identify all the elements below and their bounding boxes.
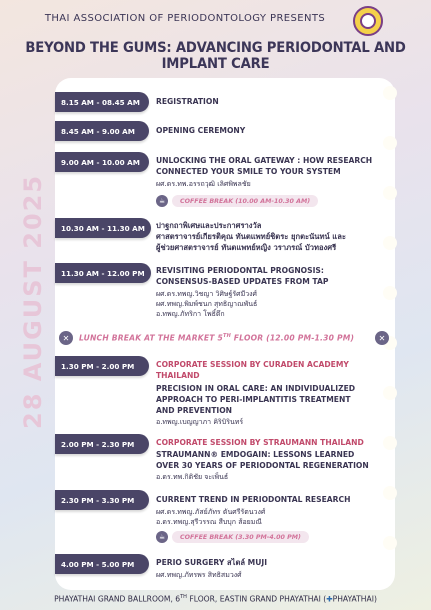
venue-footer: PHAYATHAI GRAND BALLROOM, 6TH FLOOR, EASTIN GRAND PHAYATHAI (✚PHAYATHAI): [54, 594, 377, 604]
event-title-line2: ศาสตราจารย์เกียรติคุณ ทันตแพทย์ชิตระ ยุกตะนันทน์ และ: [156, 232, 346, 241]
event-title-line1: ปาฐกถาพิเศษและประกาศรางวัล: [156, 221, 262, 230]
event-title-line3: AND PREVENTION: [156, 406, 233, 415]
coffee-break: [156, 530, 356, 544]
association-logo: [353, 6, 383, 36]
event-date: 28 AUGUST 2025: [19, 173, 47, 429]
lunch-break-label: LUNCH BREAK AT THE MARKET 5TH FLOOR (12.00 PM-1.30 PM): [79, 333, 355, 343]
time-pill: 8.15 AM - 08.45 AM: [55, 92, 149, 112]
speaker: ผศ.ดร.ทพญ.วิชญา วิศิษฐ์รัศมีวงศ์: [156, 290, 257, 298]
time-pill: 9.00 AM - 10.00 AM: [55, 152, 149, 172]
phayathai-logo-icon: ✚: [326, 594, 333, 604]
corporate-session-line1: CORPORATE SESSION BY STRAUMANN THAILAND: [156, 438, 364, 447]
speaker: อ.ทพญ.ภัทริกา โพธิ์ตึก: [156, 310, 225, 318]
event-title-line1: REVISITING PERIODONTAL PROGNOSIS:: [156, 266, 324, 275]
coffee-break-label: COFFEE BREAK (3.30 PM-4.00 PM): [172, 531, 309, 543]
speaker: ผศ.ทพญ.พิมพ์ชนก สุทธิญาณพันธ์: [156, 300, 258, 308]
event-title-line2: APPROACH TO PERI-IMPLANTITIS TREATMENT: [156, 395, 351, 404]
time-pill: 4.00 PM - 5.00 PM: [55, 554, 149, 574]
event-title-line2: CONSENSUS-BASED UPDATES FROM TAP: [156, 277, 329, 286]
coffee-cup-icon: ☕: [156, 531, 168, 543]
time-pill: 8.45 AM - 9.00 AM: [55, 121, 149, 141]
organizer-text: THAI ASSOCIATION OF PERIODONTOLOGY PRESENTS: [44, 13, 326, 24]
cutlery-icon: ✕: [59, 331, 73, 345]
event-title: REGISTRATION: [156, 97, 219, 106]
coffee-break: [156, 194, 356, 208]
time-pill: 10.30 AM - 11.30 AM: [55, 218, 151, 238]
event-title-line1: STRAUMANN® EMDOGAIN: LESSONS LEARNED: [156, 450, 355, 459]
corporate-session-line1: CORPORATE SESSION BY CURADEN ACADEMY: [156, 360, 349, 369]
event-title-line2: OVER 30 YEARS OF PERIODONTAL REGENERATION: [156, 461, 369, 470]
corporate-session-line2: THAILAND: [156, 371, 200, 380]
event-title-line2: CONNECTED YOUR SMILE TO YOUR SYSTEM: [156, 167, 341, 176]
time-pill: 2.30 PM - 3.30 PM: [55, 490, 149, 510]
speaker: ผศ.ทพญ.ภัทรพร สิทธิสมวงศ์: [156, 571, 242, 579]
event-title-line1: PRECISION IN ORAL CARE: AN INDIVIDUALIZED: [156, 384, 356, 393]
time-pill: 11.30 AM - 12.00 PM: [55, 263, 151, 283]
speaker: ผศ.ดร.ทพญ.ภัสย์ภัทร ตันศรีรัตนวงศ์: [156, 508, 266, 516]
speaker: ผศ.ดร.ทพ.อรรถวุฒิ เลิศพิพลชัย: [156, 180, 251, 188]
cutlery-icon: ✕: [375, 331, 389, 345]
time-pill: 1.30 PM - 2.00 PM: [55, 356, 149, 376]
coffee-cup-icon: ☕: [156, 195, 168, 207]
event-title: OPENING CEREMONY: [156, 126, 246, 135]
lunch-break: [59, 330, 389, 346]
event-title: BEYOND THE GUMS: ADVANCING PERIODONTAL AND IMPLANT CARE: [25, 40, 406, 72]
coffee-break-label: COFFEE BREAK (10.00 AM-10.30 AM): [172, 195, 318, 207]
speaker: อ.ดร.ทพญ.สุรีวรรณ สืบบุก ส้อยมณี: [156, 518, 262, 526]
time-pill: 2.00 PM - 2.30 PM: [55, 434, 149, 454]
event-title-line1: UNLOCKING THE ORAL GATEWAY : HOW RESEARCH: [156, 156, 373, 165]
event-title-line1: CURRENT TREND IN PERIODONTAL RESEARCH: [156, 495, 351, 504]
speaker: อ.ดร.ทพ.กิติชัย จะเพ็นธ์: [156, 473, 229, 481]
event-title-line1: PERIO SURGERY สไตล์ MUJI: [156, 558, 268, 567]
speaker: อ.ทพญ.เบญญาภา คิริบิรินทร์: [156, 418, 244, 426]
event-title-line3: ผู้ช่วยศาสตราจารย์ ทันตแพทย์หญิง วราภรณ์ บัวทองศรี: [156, 243, 337, 252]
